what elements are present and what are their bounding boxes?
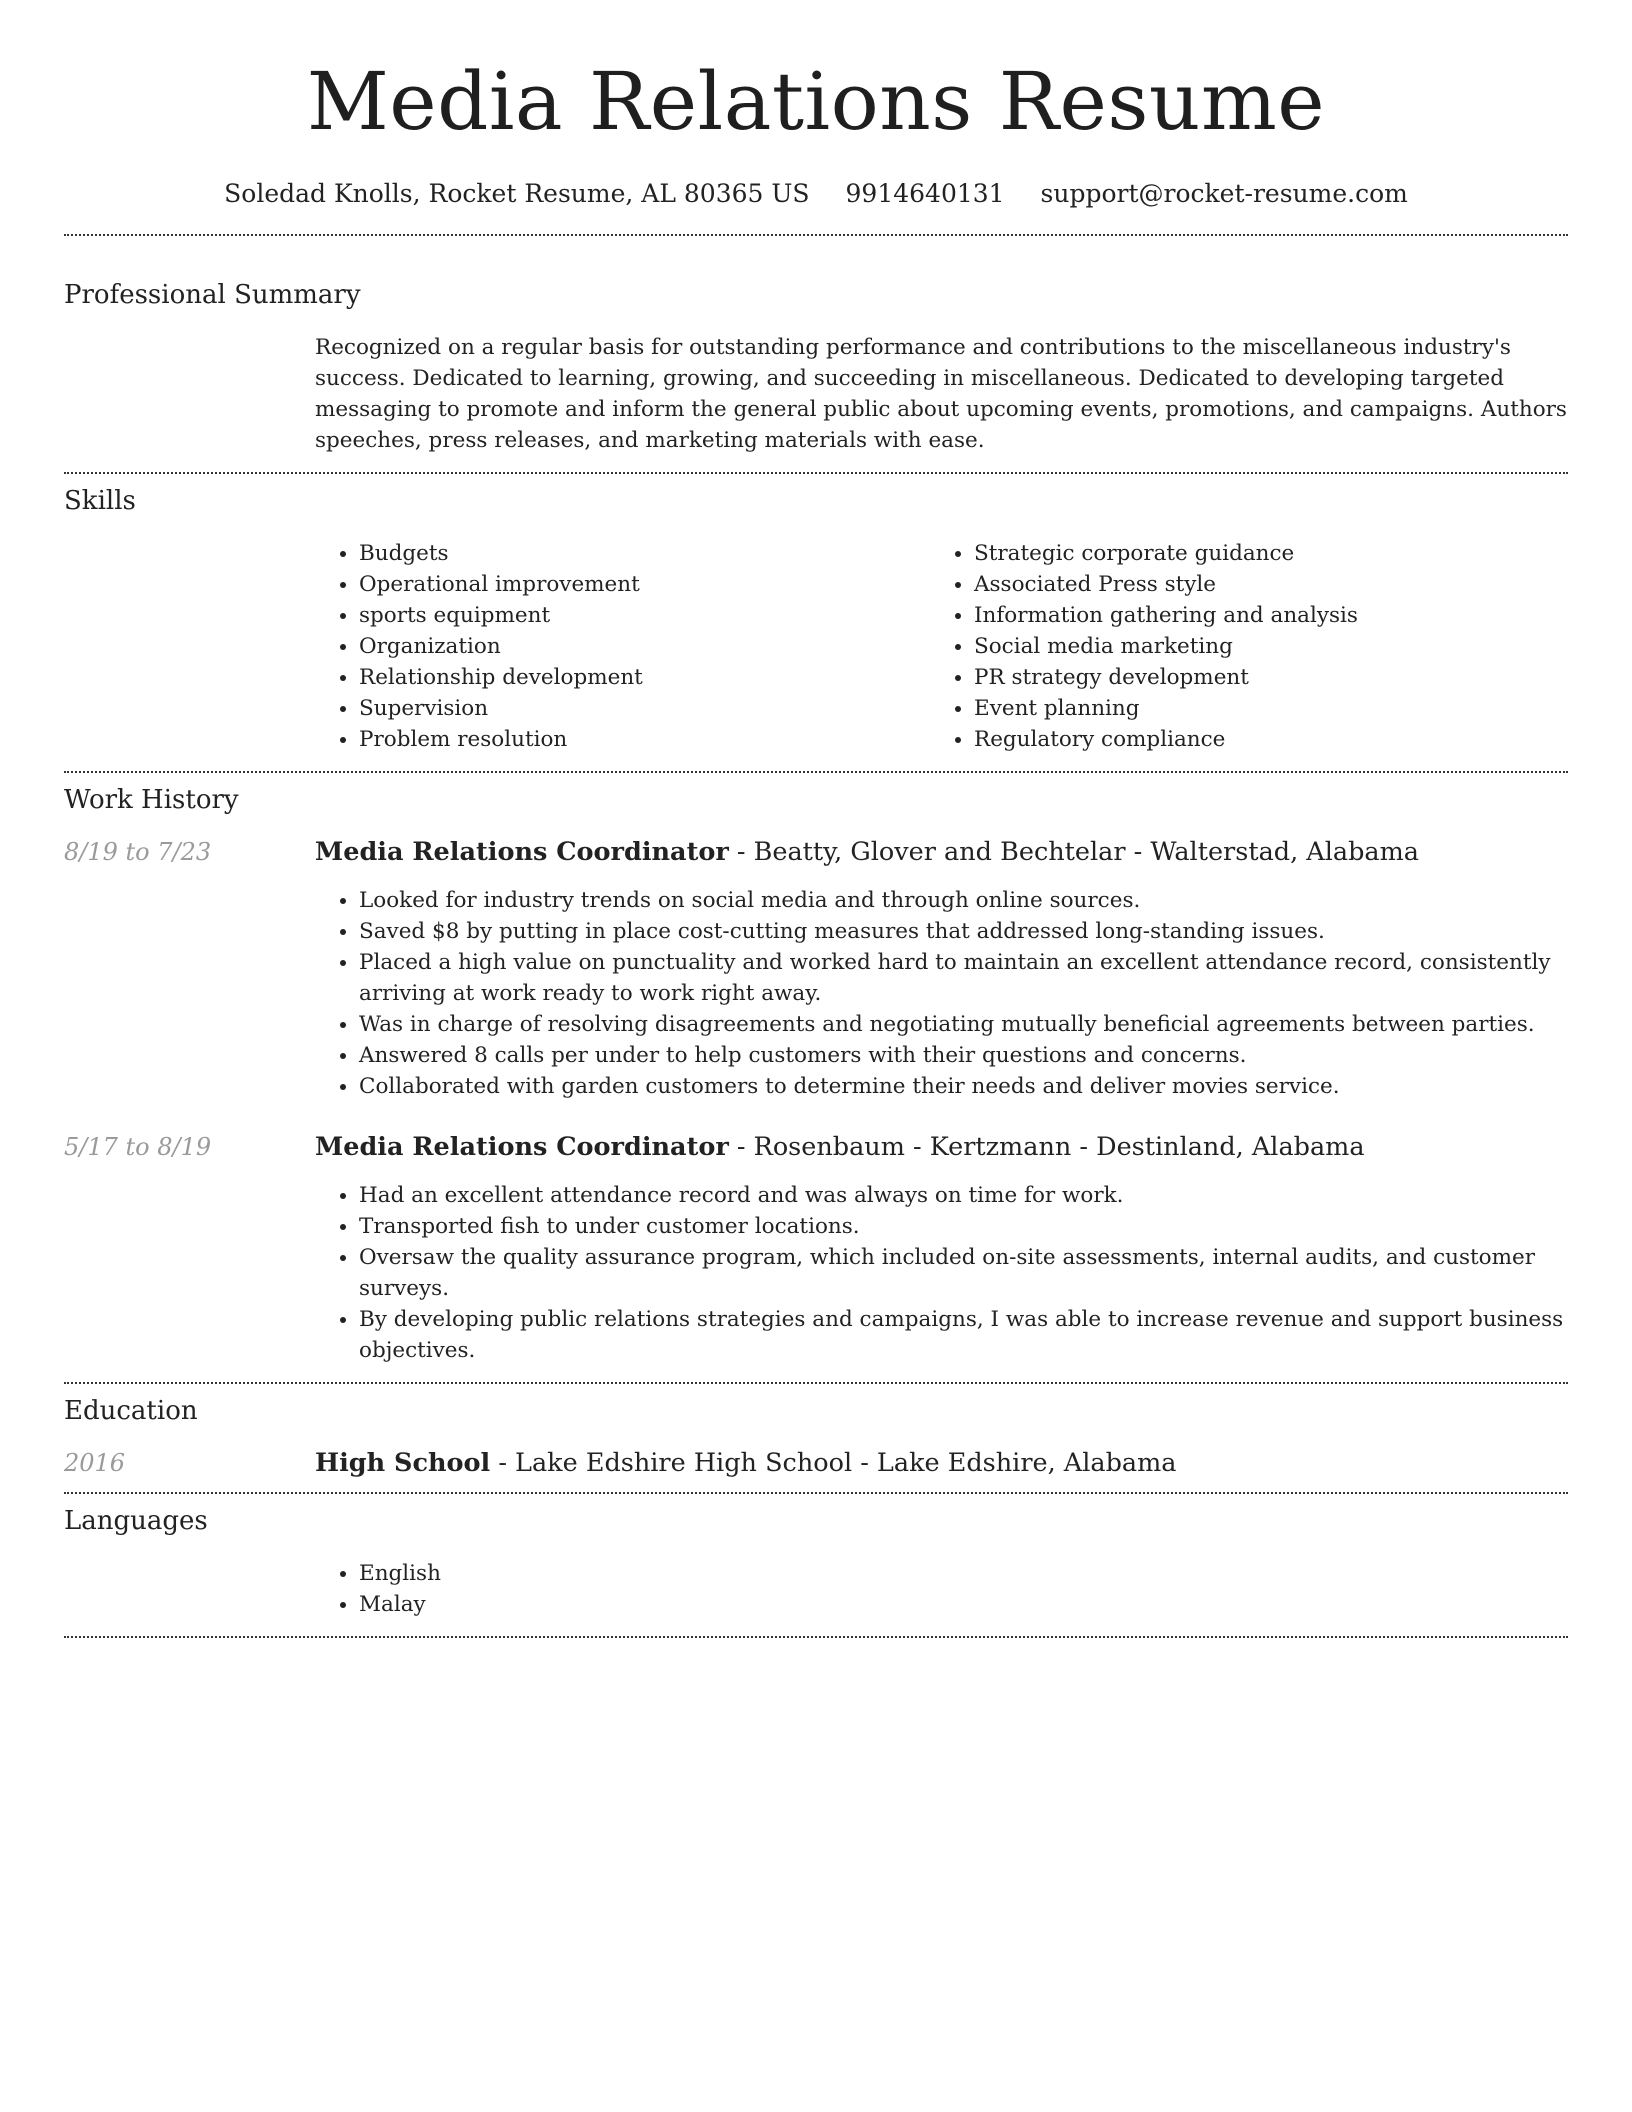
job-bullet-list bbox=[315, 885, 1568, 1102]
job-bullet: • By developing public relations strategies and campaigns, I was able to increase revenue and support business objectives. bbox=[359, 1304, 1568, 1366]
job-bullet: • Was in charge of resolving disagreements and negotiating mutually beneficial agreements between parties. bbox=[359, 1009, 1568, 1040]
job-bullet: • Looked for industry trends on social media and through online sources. bbox=[359, 885, 1568, 916]
section-title-education: Education bbox=[64, 1396, 198, 1426]
job-bullet: • Answered 8 calls per under to help customers with their questions and concerns. bbox=[359, 1040, 1568, 1071]
job-employer: - Beatty, Glover and Bechtelar - Walterstad, Alabama bbox=[728, 837, 1419, 867]
job-dates: 8/19 to 7/23 bbox=[64, 838, 212, 866]
language-item: • Malay bbox=[359, 1589, 1568, 1620]
address-text: Soledad Knolls, Rocket Resume, AL 80365 US bbox=[224, 179, 810, 208]
job-bullet: • Placed a high value on punctuality and worked hard to maintain an excellent attendance record, consistently arriving at work ready to work right away. bbox=[359, 947, 1568, 1009]
section-title-skills: Skills bbox=[64, 486, 136, 516]
job-role: Media Relations Coordinator bbox=[315, 1132, 729, 1162]
skill-item: • Associated Press style bbox=[974, 569, 1545, 600]
skill-item: • Budgets bbox=[359, 538, 930, 569]
job-bullet: • Saved $8 by putting in place cost-cutting measures that addressed long-standing issues. bbox=[359, 916, 1568, 947]
skills-list-left bbox=[315, 538, 930, 755]
skills-section bbox=[64, 474, 1568, 771]
section-title-work: Work History bbox=[64, 785, 239, 815]
skill-item: • Event planning bbox=[974, 693, 1545, 724]
skill-item: • Organization bbox=[359, 631, 930, 662]
education-degree: High School bbox=[315, 1448, 491, 1478]
divider bbox=[64, 1636, 1568, 1638]
section-title-summary: Professional Summary bbox=[64, 280, 361, 310]
skill-item: • sports equipment bbox=[359, 600, 930, 631]
job-bullet: • Transported fish to under customer locations. bbox=[359, 1211, 1568, 1242]
skill-item: • Strategic corporate guidance bbox=[974, 538, 1545, 569]
resume-title: Media Relations Resume bbox=[306, 55, 1326, 148]
section-title-languages: Languages bbox=[64, 1506, 208, 1536]
job-bullets bbox=[315, 885, 1568, 1102]
education-entry bbox=[64, 1448, 1568, 1478]
education-school: - Lake Edshire High School - Lake Edshire, Alabama bbox=[490, 1448, 1177, 1478]
job-header bbox=[64, 837, 1568, 867]
job-header bbox=[64, 1132, 1568, 1162]
education-date: 2016 bbox=[64, 1449, 126, 1477]
job-bullet: • Collaborated with garden customers to determine their needs and deliver movies service. bbox=[359, 1071, 1568, 1102]
skill-item: • Relationship development bbox=[359, 662, 930, 693]
skill-item: • Information gathering and analysis bbox=[974, 600, 1545, 631]
skill-item: • Supervision bbox=[359, 693, 930, 724]
job-employer: - Rosenbaum - Kertzmann - Destinland, Alabama bbox=[728, 1132, 1365, 1162]
languages-list bbox=[315, 1558, 1568, 1620]
job-role: Media Relations Coordinator bbox=[315, 837, 729, 867]
job-bullet: • Had an excellent attendance record and was always on time for work. bbox=[359, 1180, 1568, 1211]
summary-section bbox=[64, 236, 1568, 472]
contact-line bbox=[64, 178, 1568, 210]
language-item: • English bbox=[359, 1558, 1568, 1589]
skill-item: • Problem resolution bbox=[359, 724, 930, 755]
job-bullets bbox=[315, 1180, 1568, 1366]
skill-item: • Operational improvement bbox=[359, 569, 930, 600]
job-bullet: • Oversaw the quality assurance program, which included on-site assessments, internal audits, and customer surveys. bbox=[359, 1242, 1568, 1304]
job-title-line bbox=[315, 837, 1419, 867]
languages-section bbox=[64, 1494, 1568, 1636]
phone-text: 9914640131 bbox=[845, 179, 1005, 208]
skill-item: • PR strategy development bbox=[974, 662, 1545, 693]
work-section bbox=[64, 773, 1568, 1382]
skill-item: • Social media marketing bbox=[974, 631, 1545, 662]
job-bullet-list bbox=[315, 1180, 1568, 1366]
summary-text: Recognized on a regular basis for outstanding performance and contributions to the miscellaneous industry's success. Dedicated to learning, growing, and succeeding in miscellaneous. Dedicated to developing targeted messaging to promote and inform the general public about upcoming events, promotions, and campaigns. Authors speeches, press releases, and marketing materials with ease. bbox=[315, 335, 1567, 453]
job-entry bbox=[64, 837, 1568, 1102]
skill-item: • Regulatory compliance bbox=[974, 724, 1545, 755]
skills-list-right bbox=[930, 538, 1545, 755]
job-dates: 5/17 to 8/19 bbox=[64, 1133, 212, 1161]
skills-grid bbox=[315, 538, 1568, 755]
education-line bbox=[315, 1448, 1177, 1478]
job-entry bbox=[64, 1132, 1568, 1366]
email-text: support@rocket-resume.com bbox=[1040, 179, 1408, 208]
job-title-line bbox=[315, 1132, 1365, 1162]
education-section bbox=[64, 1384, 1568, 1492]
languages-list-wrap bbox=[315, 1558, 1568, 1620]
